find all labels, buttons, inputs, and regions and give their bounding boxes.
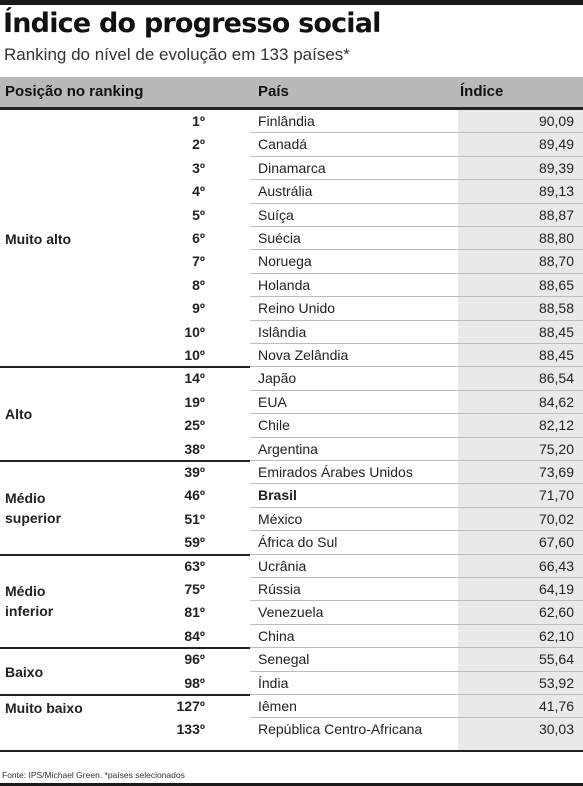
index-value: 73,69 — [538, 464, 574, 480]
index-value: 41,76 — [538, 698, 574, 714]
country-name: República Centro-Africana — [258, 721, 423, 738]
ranking-position: 2º — [192, 136, 205, 153]
index-value: 66,43 — [538, 557, 574, 574]
ranking-table — [0, 110, 583, 750]
index-value: 64,19 — [538, 581, 574, 597]
table-row — [0, 157, 583, 180]
ranking-position: 75º — [184, 581, 205, 597]
ranking-position: 14º — [184, 370, 205, 387]
ranking-position: 25º — [184, 417, 205, 434]
table-row — [0, 367, 583, 390]
table-row — [0, 391, 583, 414]
ranking-position: 10º — [184, 323, 205, 340]
ranking-position: 8º — [192, 276, 205, 293]
index-value: 71,70 — [538, 487, 574, 504]
ranking-position: 63º — [184, 557, 205, 574]
country-name: Islândia — [258, 323, 307, 340]
top-rule — [0, 0, 583, 5]
index-value: 62,10 — [538, 627, 574, 644]
country-name: China — [258, 627, 295, 644]
index-value: 88,45 — [538, 323, 574, 340]
index-value: 53,92 — [538, 674, 574, 691]
index-value: 89,39 — [538, 159, 574, 176]
country-name: Nova Zelândia — [258, 347, 349, 363]
index-value: 67,60 — [538, 534, 574, 551]
index-value: 88,80 — [538, 230, 574, 246]
country-name: Senegal — [258, 651, 310, 668]
table-row — [0, 250, 583, 273]
table-row — [0, 695, 583, 718]
table-row — [0, 601, 583, 624]
country-name: Índia — [258, 674, 289, 691]
ranking-position: 19º — [184, 393, 205, 410]
table-row — [0, 438, 583, 461]
ranking-position: 38º — [184, 440, 205, 457]
category-label: Médio superior — [5, 489, 62, 526]
ranking-position: 5º — [192, 206, 205, 223]
country-name: Emirados Árabes Unidos — [258, 464, 413, 480]
ranking-position: 46º — [184, 487, 205, 504]
table-row — [0, 321, 583, 344]
country-name: Rússia — [258, 581, 301, 597]
table-row — [0, 484, 583, 507]
table-row — [0, 110, 583, 133]
ranking-position: 96º — [184, 651, 205, 668]
table-row — [0, 625, 583, 648]
country-name: Iêmen — [258, 698, 297, 714]
country-name: Suécia — [258, 230, 301, 246]
ranking-position: 51º — [184, 510, 205, 527]
index-value: 30,03 — [538, 721, 574, 738]
table-header — [0, 77, 583, 107]
index-value: 88,70 — [538, 253, 574, 270]
index-value: 88,65 — [538, 276, 574, 293]
index-value: 82,12 — [538, 417, 574, 434]
index-value: 88,58 — [538, 300, 574, 317]
ranking-position: 59º — [184, 534, 205, 551]
table-row — [0, 648, 583, 671]
table-row — [0, 227, 583, 250]
category-label: Muito baixo — [5, 700, 83, 717]
country-name: Ucrânia — [258, 557, 307, 574]
table-row — [0, 531, 583, 554]
ranking-position: 9º — [192, 300, 205, 317]
country-name: Reino Unido — [258, 300, 336, 317]
column-header-country: País — [258, 83, 289, 100]
category-label: Alto — [5, 406, 33, 423]
ranking-position: 98º — [184, 674, 205, 691]
country-name: Suíça — [258, 206, 294, 223]
index-value: 88,87 — [538, 206, 574, 223]
country-name: Finlândia — [258, 113, 315, 129]
table-row — [0, 344, 583, 367]
index-value: 55,64 — [538, 651, 574, 668]
table-row — [0, 672, 583, 695]
index-value: 88,45 — [538, 347, 574, 363]
country-name: Chile — [258, 417, 290, 434]
ranking-position: 84º — [184, 627, 205, 644]
country-name: Austrália — [258, 183, 313, 200]
category-label: Médio inferior — [5, 583, 54, 620]
country-name: África do Sul — [258, 534, 338, 551]
country-name: Holanda — [258, 276, 311, 293]
category-label: Baixo — [5, 663, 44, 680]
ranking-position: 133º — [176, 721, 205, 738]
chart-title: Índice do progresso social — [3, 8, 381, 39]
ranking-position: 3º — [192, 159, 205, 176]
ranking-position: 81º — [184, 604, 205, 621]
index-value: 86,54 — [538, 370, 574, 387]
column-header-index: Índice — [460, 83, 504, 100]
ranking-position: 4º — [192, 183, 205, 200]
ranking-position: 10º — [184, 347, 205, 363]
index-value: 75,20 — [538, 440, 574, 457]
country-name: Japão — [258, 370, 297, 387]
index-value: 90,09 — [538, 113, 574, 129]
table-row — [0, 508, 583, 531]
ranking-position: 39º — [184, 464, 205, 480]
table-row — [0, 578, 583, 601]
ranking-position: 127º — [176, 698, 205, 714]
table-row — [0, 414, 583, 437]
country-name: México — [258, 510, 303, 527]
index-value: 84,62 — [538, 393, 574, 410]
table-row — [0, 180, 583, 203]
table-row — [0, 274, 583, 297]
index-value: 89,49 — [538, 136, 574, 153]
table-row — [0, 461, 583, 484]
country-name: Canadá — [258, 136, 308, 153]
table-row — [0, 133, 583, 156]
country-name: Venezuela — [258, 604, 324, 621]
table-bottom-rule — [0, 750, 583, 752]
ranking-position: 7º — [192, 253, 205, 270]
country-name: Noruega — [258, 253, 312, 270]
table-row — [0, 555, 583, 578]
chart-subtitle: Ranking do nível de evolução em 133 países* — [4, 45, 350, 64]
country-name: Argentina — [258, 440, 318, 457]
ranking-position: 6º — [192, 230, 205, 246]
category-label: Muito alto — [5, 230, 72, 247]
index-value: 70,02 — [538, 510, 574, 527]
source-note: Fonte: IPS/Michael Green. *países selecionados — [2, 770, 185, 780]
country-name: Brasil — [258, 487, 297, 504]
index-value: 89,13 — [538, 183, 574, 200]
table-row — [0, 297, 583, 320]
table-row — [0, 718, 583, 741]
country-name: Dinamarca — [258, 159, 326, 176]
index-value: 62,60 — [538, 604, 574, 621]
country-name: EUA — [258, 393, 287, 410]
ranking-position: 1º — [192, 113, 205, 129]
table-row — [0, 204, 583, 227]
column-header-position: Posição no ranking — [5, 83, 144, 100]
